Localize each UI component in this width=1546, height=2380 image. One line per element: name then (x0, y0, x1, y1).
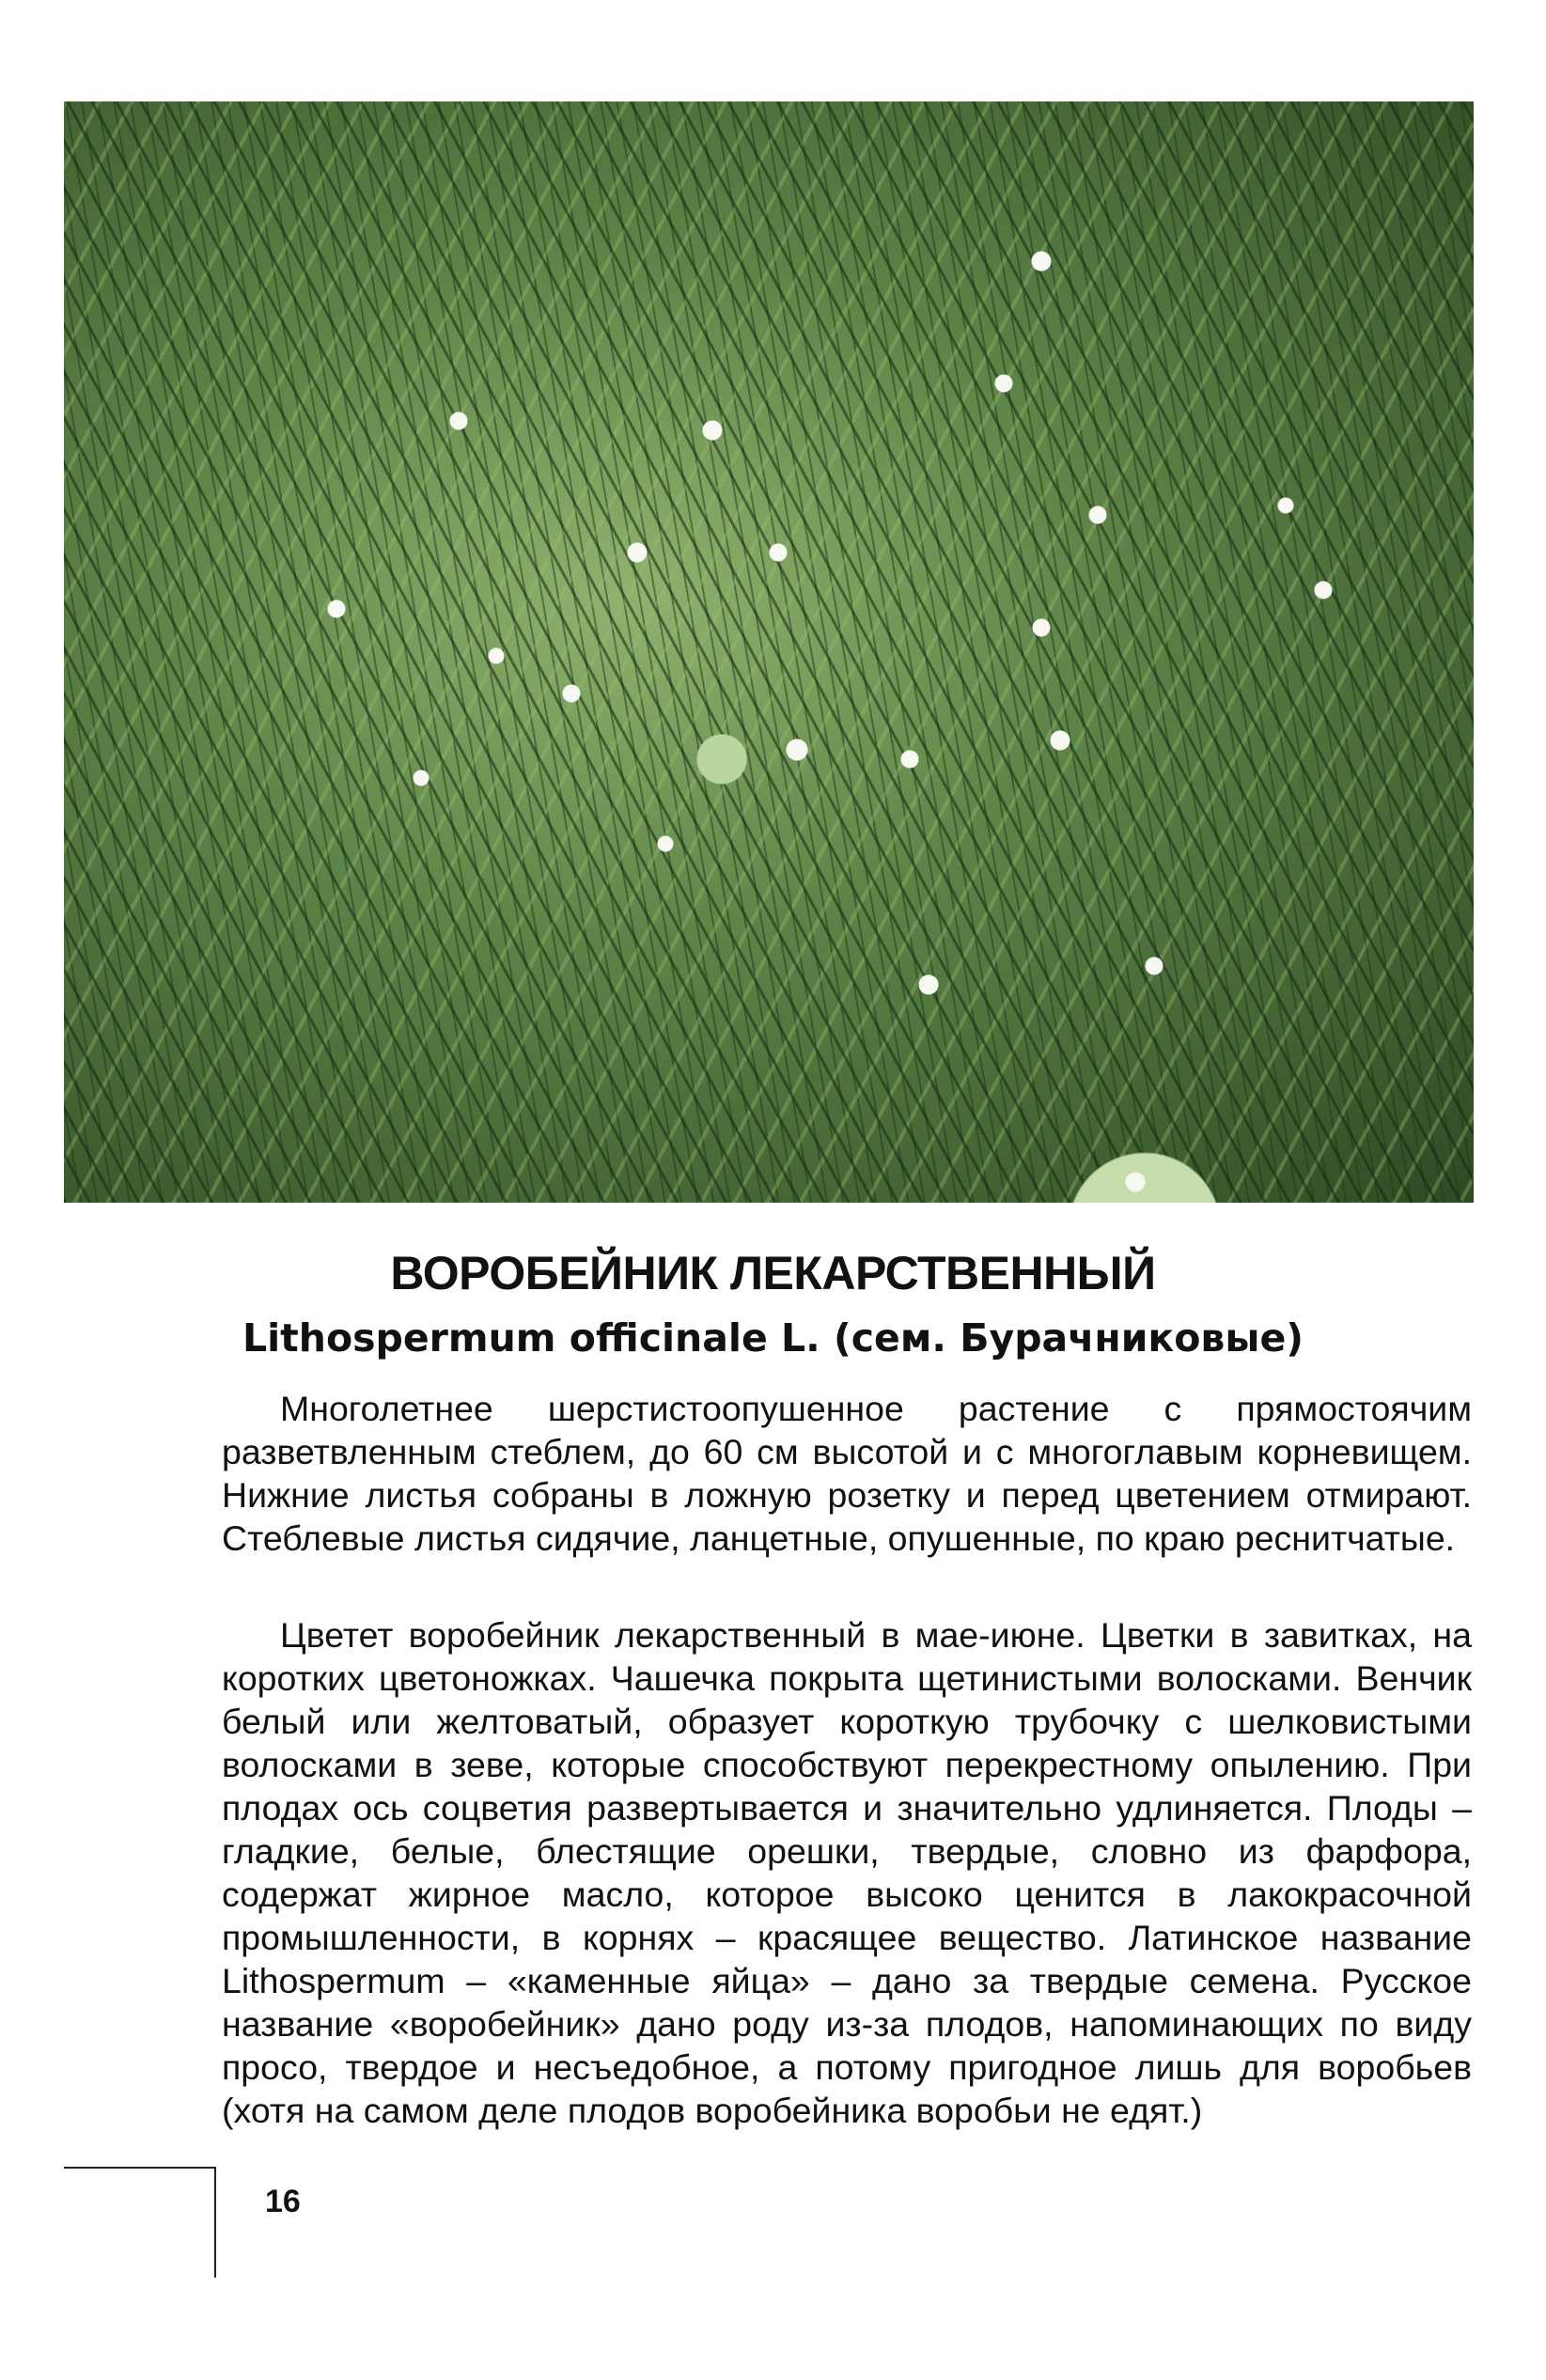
latin-name: Lithospermum officinale L. (сем. Бурачниковые) (242, 1315, 1304, 1361)
footer-rule (64, 2167, 214, 2169)
footer-divider (214, 2167, 216, 2278)
description-paragraph: Многолетнее шерстистоопушенное растение с прямостоячим разветвленным стеблем, до 60 см высотой и с многоглавым корневищем. Нижние листья собраны в ложную розетку и перед цветением отмирают. Стеблевые листья сидячие, ланцетные, опушенные, по краю реснитчатые. (222, 1389, 1472, 1558)
flower-highlights (64, 101, 1474, 1203)
flowering-paragraph: Цветет воробейник лекарственный в мае-июне. Цветки в завитках, на коротких цветоножках. Чашечка покрыта щетинистыми волосками. Венчик белый или желтоватый, образует короткую трубочку с шелковистыми волосками в зеве, которые способствуют перекрестному опылению. При плодах ось соцветия развертывается и значительно удлиняется. Плоды – гладкие, белые, блестящие орешки, твердые, словно из фарфора, содержат жирное масло, которое высоко ценится в лакокрасочной промышленности, в корнях – красящее вещество. Латинское название Lithospermum – «каменные яйца» – дано за твердые семена. Русское название «воробейник» дано роду из-за плодов, напоминающих по виду просо, твердое и несъедобное, а потому пригодное лишь для воробьев (хотя на самом деле плодов воробейника воробьи не едят.) (222, 1615, 1472, 2130)
page-number: 16 (265, 2184, 301, 2219)
page-title: ВОРОБЕЙНИК ЛЕКАРСТВЕННЫЙ (390, 1247, 1156, 1299)
plant-photo (64, 101, 1474, 1203)
